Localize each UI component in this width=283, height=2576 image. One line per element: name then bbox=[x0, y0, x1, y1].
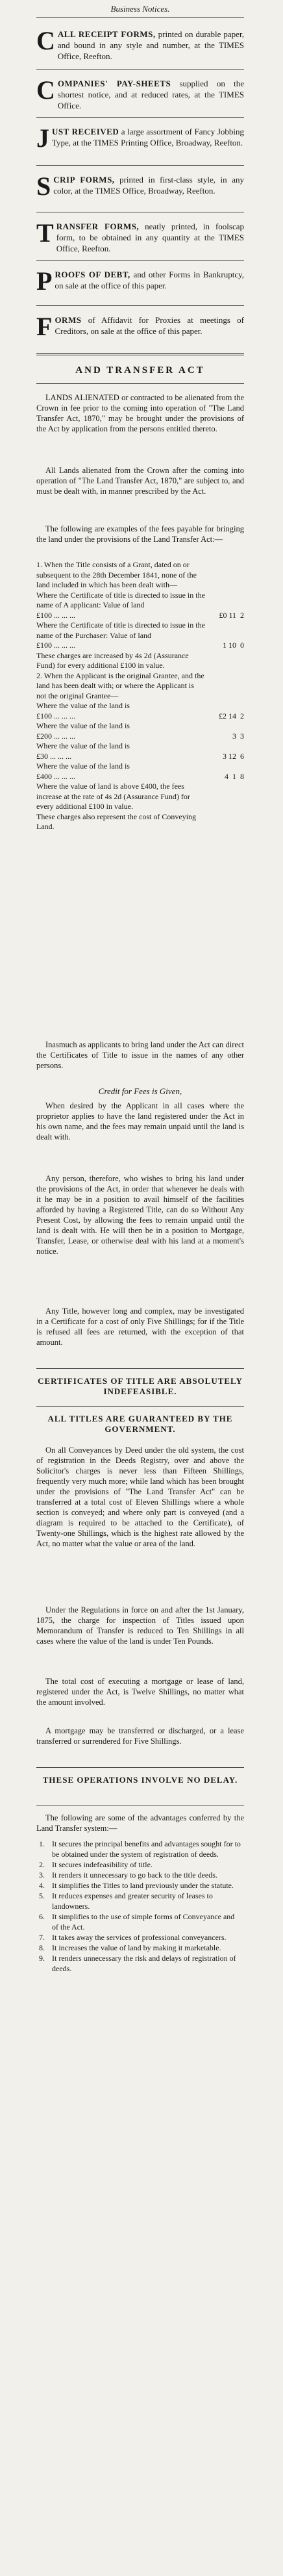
list-item: 4. It simplifies the Titles to land previously under the statute. bbox=[39, 1881, 234, 1890]
paragraph-text: LANDS ALIENATED or contracted to be alienated from the Crown in fee prior to the coming into operation of "The Land Transfer Act, 1870," may be brought under the provisions of the Act by application from the persons entitled thereto. bbox=[36, 393, 244, 433]
drop-cap: S bbox=[36, 172, 51, 201]
list-item: 7. It takes away the services of professional conveyancers. bbox=[39, 1933, 227, 1942]
fee-row: Where the Certificate of title is directed to issue in the name of the Purchaser: Value of land bbox=[36, 620, 205, 640]
advantages-list bbox=[39, 1839, 241, 1974]
credit-paragraph bbox=[36, 1101, 244, 1142]
divider bbox=[36, 69, 244, 70]
paragraph-text: The total cost of executing a mortgage or lease of land, registered under the Act, is Twelve Shillings, no matter what the amount involved. bbox=[36, 1677, 244, 1707]
ad-fancy-type bbox=[36, 123, 245, 153]
any-person-paragraph bbox=[36, 1173, 244, 1256]
guaranteed-title: ALL TITLES ARE GUARANTEED BY THE GOVERNMENT. bbox=[47, 1414, 233, 1434]
examples-intro bbox=[36, 524, 244, 544]
divider bbox=[36, 260, 244, 261]
ad-text: of Affidavit for Proxies at meetings of Creditors, on sale at the office of this paper. bbox=[55, 315, 244, 336]
conveyances-paragraph bbox=[36, 1445, 244, 1549]
ad-transfer-forms bbox=[36, 218, 244, 254]
fee-row: £400 ... ... ... 4 1 8 bbox=[36, 771, 244, 781]
paragraph-text: A mortgage may be transferred or discharged, or a lease transferred or surrendered for Five Shillings. bbox=[36, 1726, 244, 1746]
fee-row: These charges also represent the cost of Conveying Land. bbox=[36, 811, 197, 831]
divider bbox=[36, 1767, 244, 1768]
fee-row: Where the Certificate of title is directed to issue in the name of A applicant: Value of land bbox=[36, 590, 205, 609]
drop-cap: P bbox=[36, 266, 53, 296]
fee-row: Where the value of the land is bbox=[36, 761, 130, 771]
ad-pay-sheets bbox=[36, 75, 244, 111]
fee-row: £30 ... ... ... 3 12 6 bbox=[36, 751, 244, 761]
fee-row: £100 ... ... ... £0 11 2 bbox=[36, 610, 244, 620]
list-item: 6. It simplifies to the use of simple forms of Conveyance and of the Act. bbox=[39, 1912, 235, 1932]
mortgage-transfer-paragraph bbox=[36, 1726, 244, 1746]
ad-lead: UST RECEIVED bbox=[52, 127, 119, 136]
fee-schedule bbox=[36, 560, 244, 832]
fee-row: These charges are increased by 4s 2d (Assurance Fund) for every additional £100 in value. bbox=[36, 650, 189, 670]
fee-row: Where the value of the land is bbox=[36, 721, 130, 730]
paragraph-text: On all Conveyances by Deed under the old system, the cost of registration in the Deeds Registry, over and above the Solicitor's charges is never less than Fifteen Shillings, frequently very much more; while land which has been brought under the provisions of "The Land Transfer Act" can be transferred at a total cost of Eleven Shillings where a whole section is conveyed; and where only part is conveyed (and a diagram is required to be attached to the Certificate), of Twenty-one Shillings, which is the highest rate allowed by the Act, no matter what the value or area of the land. bbox=[36, 1446, 244, 1548]
paragraph-text: All Lands alienated from the Crown after the coming into operation of "The Land Transfer Act, 1870," are subject to, and must be dealt with, in manner prescribed by the Act. bbox=[36, 466, 244, 496]
divider bbox=[36, 305, 244, 306]
list-item: 2. It secures indefeasibility of title. bbox=[39, 1860, 153, 1869]
ad-lead: ORMS bbox=[55, 315, 82, 325]
operations-title: THESE OPERATIONS INVOLVE NO DELAY. bbox=[42, 1775, 238, 1785]
ad-scrip-forms bbox=[36, 172, 244, 201]
divider bbox=[36, 1406, 244, 1407]
credit-subheading: Credit for Fees is Given, bbox=[98, 1086, 182, 1096]
ad-text: supplied on the shortest notice, and at reduced rates, at the TIMES Office. bbox=[57, 79, 244, 110]
fee-row: 2. When the Applicant is the original Grantee, and the land has been dealt with; or where the Applicant is not the original Grantee— bbox=[36, 670, 204, 700]
advantages-intro bbox=[36, 1813, 244, 1833]
paragraph-text: Inasmuch as applicants to bring land under the Act can direct the Certificates of Title to issue in the names of any other persons. bbox=[36, 1040, 244, 1070]
paragraph-text: The following are examples of the fees payable for bringing the land under the provisions of the Land Transfer Act:— bbox=[36, 524, 244, 544]
fee-row: £100 ... ... ... 1 10 0 bbox=[36, 641, 244, 650]
ad-lead: CRIP FORMS, bbox=[53, 175, 115, 185]
drop-cap: T bbox=[36, 218, 54, 248]
paragraph-text: When desired by the Applicant in all cases where the proprietor applies to have the land registered under the Act in his own name, and the fees may remain unpaid until the land is dealt with. bbox=[36, 1101, 244, 1141]
drop-cap: F bbox=[36, 312, 53, 341]
ad-text: neatly printed, in foolscap form, to be obtained in any quantity at the TIMES Office, Reefton. bbox=[56, 222, 244, 253]
list-item: 9. It renders unnecessary the risk and delays of registration of deeds. bbox=[39, 1954, 236, 1973]
drop-cap: J bbox=[36, 123, 49, 153]
mortgage-cost-paragraph bbox=[36, 1676, 244, 1707]
drop-cap: C bbox=[36, 75, 55, 105]
section-heading: Business Notices. bbox=[110, 4, 170, 14]
drop-cap: C bbox=[36, 26, 55, 55]
list-item: 1. It secures the principal benefits and advantages sought for to be obtained under the system of registration of deeds. bbox=[39, 1839, 241, 1859]
fee-row: £200 ... ... ... 3 3 bbox=[36, 731, 244, 741]
fee-row: 1. When the Title consists of a Grant, dated on or subsequent to the 28th December 1841, none of the land included in which has been dealt with— bbox=[36, 560, 197, 589]
ad-proofs-of-debt bbox=[36, 266, 245, 296]
fee-row: Where the value of the land is bbox=[36, 701, 130, 710]
lands-alienated-paragraph bbox=[36, 392, 244, 434]
divider bbox=[36, 383, 244, 384]
fee-row: Where the value of the land is bbox=[36, 741, 130, 750]
list-item: 8. It increases the value of land by making it marketable. bbox=[39, 1943, 221, 1952]
divider bbox=[36, 165, 244, 166]
all-lands-paragraph bbox=[36, 465, 244, 496]
list-item: 5. It reduces expenses and greater security of leases to landowners. bbox=[39, 1891, 213, 1911]
ad-lead: ROOFS OF DEBT, bbox=[55, 270, 130, 279]
paragraph-text: Any person, therefore, who wishes to bring his land under the provisions of the Act, in order that whenever he deals with it he may be in a position to avail himself of the facilities afforded by having a Registered Title, can do so Without Any Present Cost, by allowing the fees to remain unpaid until the land is dealt with. He will then be in a position to Mortgage, Transfer, Lease, or otherwise deal with his land at a moment's notice. bbox=[36, 1174, 244, 1256]
fee-row: £100 ... ... ... £2 14 2 bbox=[36, 711, 244, 721]
ad-text: printed on durable paper, and bound in any style and number, at the TIMES Office, Reefton. bbox=[57, 29, 245, 61]
divider bbox=[36, 117, 244, 118]
act-title: AND TRANSFER ACT bbox=[75, 365, 205, 376]
ad-text: printed in first-class style, in any color, at the TIMES Office, Broadway, Reefton. bbox=[53, 175, 244, 196]
ad-text: and other Forms in Bankruptcy, on sale at the office of this paper. bbox=[55, 270, 245, 290]
ad-lead: OMPANIES' PAY-SHEETS bbox=[57, 79, 171, 88]
divider bbox=[36, 17, 244, 18]
fee-row: Where the value of land is above £400, the fees increase at the rate of 4s 2d (Assurance Fund) for every additional £100 in value. bbox=[36, 782, 190, 811]
ad-affidavit-forms bbox=[36, 312, 244, 341]
paragraph-text: Under the Regulations in force on and after the 1st January, 1875, the charge for inspection of Titles issued upon Memorandum of Transfer is reduced to Ten Shillings in all cases where the value of the land is under Ten Pounds. bbox=[36, 1605, 244, 1646]
ad-text: a large assortment of Fancy Jobbing Type, at the TIMES Printing Office, Broadway, Reefton. bbox=[52, 127, 245, 147]
divider bbox=[36, 1368, 244, 1369]
ad-lead: RANSFER FORMS, bbox=[56, 222, 140, 231]
ad-lead: ALL RECEIPT FORMS, bbox=[57, 29, 156, 39]
ad-receipt-forms bbox=[36, 26, 245, 62]
paragraph-text: The following are some of the advantages conferred by the Land Transfer system:— bbox=[36, 1813, 244, 1833]
certificates-title: CERTIFICATES OF TITLE ARE ABSOLUTELY INDEFEASIBLE. bbox=[38, 1376, 243, 1396]
list-item: 3. It renders it unnecessary to go back to the title deeds. bbox=[39, 1870, 217, 1880]
regulations-paragraph bbox=[36, 1605, 244, 1646]
inasmuch-paragraph bbox=[36, 1039, 244, 1071]
double-divider bbox=[36, 353, 244, 355]
any-title-paragraph bbox=[36, 1306, 244, 1347]
paragraph-text: Any Title, however long and complex, may be investigated in a Certificate for a cost of only Five Shillings; for if the Title is refused all fees are returned, with the exception of that amount. bbox=[36, 1307, 244, 1347]
